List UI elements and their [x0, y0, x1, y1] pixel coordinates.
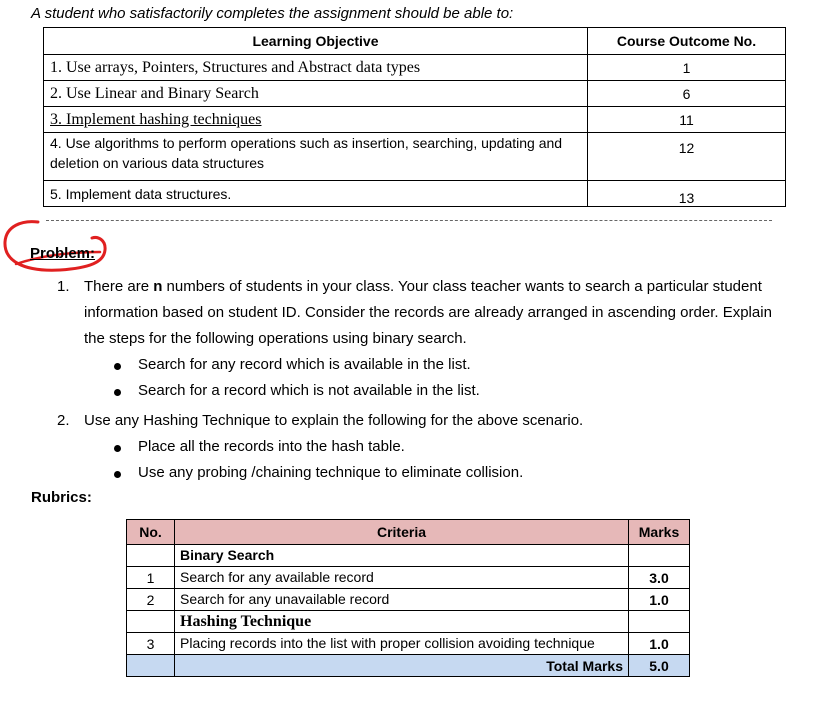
- row-no: 1: [127, 567, 175, 589]
- objective-text: 1. Use arrays, Pointers, Structures and Abstract data types: [44, 55, 588, 81]
- bullet-item: [57, 460, 792, 486]
- header-criteria: Criteria: [175, 520, 629, 545]
- header-course-outcome: Course Outcome No.: [588, 28, 786, 55]
- table-row: [127, 611, 690, 633]
- total-label: Total Marks: [175, 655, 629, 677]
- objective-row: [44, 107, 786, 133]
- question-number: 2.: [57, 412, 70, 429]
- learning-objectives-table: [43, 27, 786, 207]
- row-marks: [629, 545, 690, 567]
- table-row: [127, 633, 690, 655]
- objective-text: 4. Use algorithms to perform operations such as insertion, searching, updating and deletion on various data structures: [44, 133, 588, 181]
- row-marks: 1.0: [629, 589, 690, 611]
- question-text-bold: n: [153, 278, 163, 295]
- objective-outcome: 6: [588, 81, 786, 107]
- table-row: [127, 545, 690, 567]
- bullet-item: [57, 434, 792, 460]
- bullet-icon: [114, 471, 121, 478]
- row-marks: 3.0: [629, 567, 690, 589]
- table-row: [127, 589, 690, 611]
- section-hashing-technique: Hashing Technique: [175, 611, 629, 633]
- question-text-part: numbers of students in your class. Your class teacher wants to search a particular student information based on student ID. Consider the records are already arranged in ascending order. Explain the steps for the following operations using binary search.: [84, 278, 772, 347]
- question-text: [84, 274, 792, 352]
- bullet-item: [57, 352, 792, 378]
- row-criteria: Search for any available record: [175, 567, 629, 589]
- objective-row: [44, 55, 786, 81]
- bullet-icon: [114, 389, 121, 396]
- objective-outcome: 12: [588, 133, 786, 181]
- row-criteria: Placing records into the list with proper collision avoiding technique: [175, 633, 629, 655]
- intro-text: A student who satisfactorily completes the assignment should be able to:: [31, 5, 514, 22]
- bullet-icon: [114, 445, 121, 452]
- total-value: 5.0: [629, 655, 690, 677]
- bullet-text: Place all the records into the hash table.: [138, 438, 405, 455]
- question-text-part: There are: [84, 278, 154, 295]
- row-no: [127, 611, 175, 633]
- bullet-item: [57, 378, 792, 404]
- problem-heading: [30, 245, 95, 262]
- header-no: No.: [127, 520, 175, 545]
- objective-outcome: 13: [588, 181, 786, 207]
- objective-row: [44, 133, 786, 181]
- rubric-table: [126, 519, 690, 677]
- header-learning-objective: Learning Objective: [44, 28, 588, 55]
- objective-row: [44, 81, 786, 107]
- row-criteria: Search for any unavailable record: [175, 589, 629, 611]
- objective-outcome: 11: [588, 107, 786, 133]
- rubrics-heading: Rubrics:: [31, 489, 92, 506]
- bullet-text: Search for any record which is available in the list.: [138, 356, 471, 373]
- total-row: [127, 655, 690, 677]
- row-marks: 1.0: [629, 633, 690, 655]
- question-number: 1.: [57, 278, 70, 295]
- problem-heading-text: Problem:: [30, 245, 96, 262]
- question-text: Use any Hashing Technique to explain the following for the above scenario.: [84, 412, 584, 429]
- table-row: [127, 567, 690, 589]
- objective-text: 5. Implement data structures.: [44, 181, 588, 207]
- row-no: [127, 655, 175, 677]
- objective-row: [44, 181, 786, 207]
- bullet-text: Search for a record which is not available in the list.: [138, 382, 480, 399]
- row-no: 2: [127, 589, 175, 611]
- row-no: [127, 545, 175, 567]
- dashed-divider: [46, 220, 772, 221]
- section-binary-search: Binary Search: [175, 545, 629, 567]
- objective-text: 2. Use Linear and Binary Search: [44, 81, 588, 107]
- objective-outcome: 1: [588, 55, 786, 81]
- bullet-icon: [114, 363, 121, 370]
- bullet-text: Use any probing /chaining technique to eliminate collision.: [138, 464, 524, 481]
- question-1: [57, 274, 792, 404]
- question-2: [57, 408, 792, 486]
- row-no: 3: [127, 633, 175, 655]
- row-marks: [629, 611, 690, 633]
- header-marks: Marks: [629, 520, 690, 545]
- objective-text: 3. Implement hashing techniques: [44, 107, 588, 133]
